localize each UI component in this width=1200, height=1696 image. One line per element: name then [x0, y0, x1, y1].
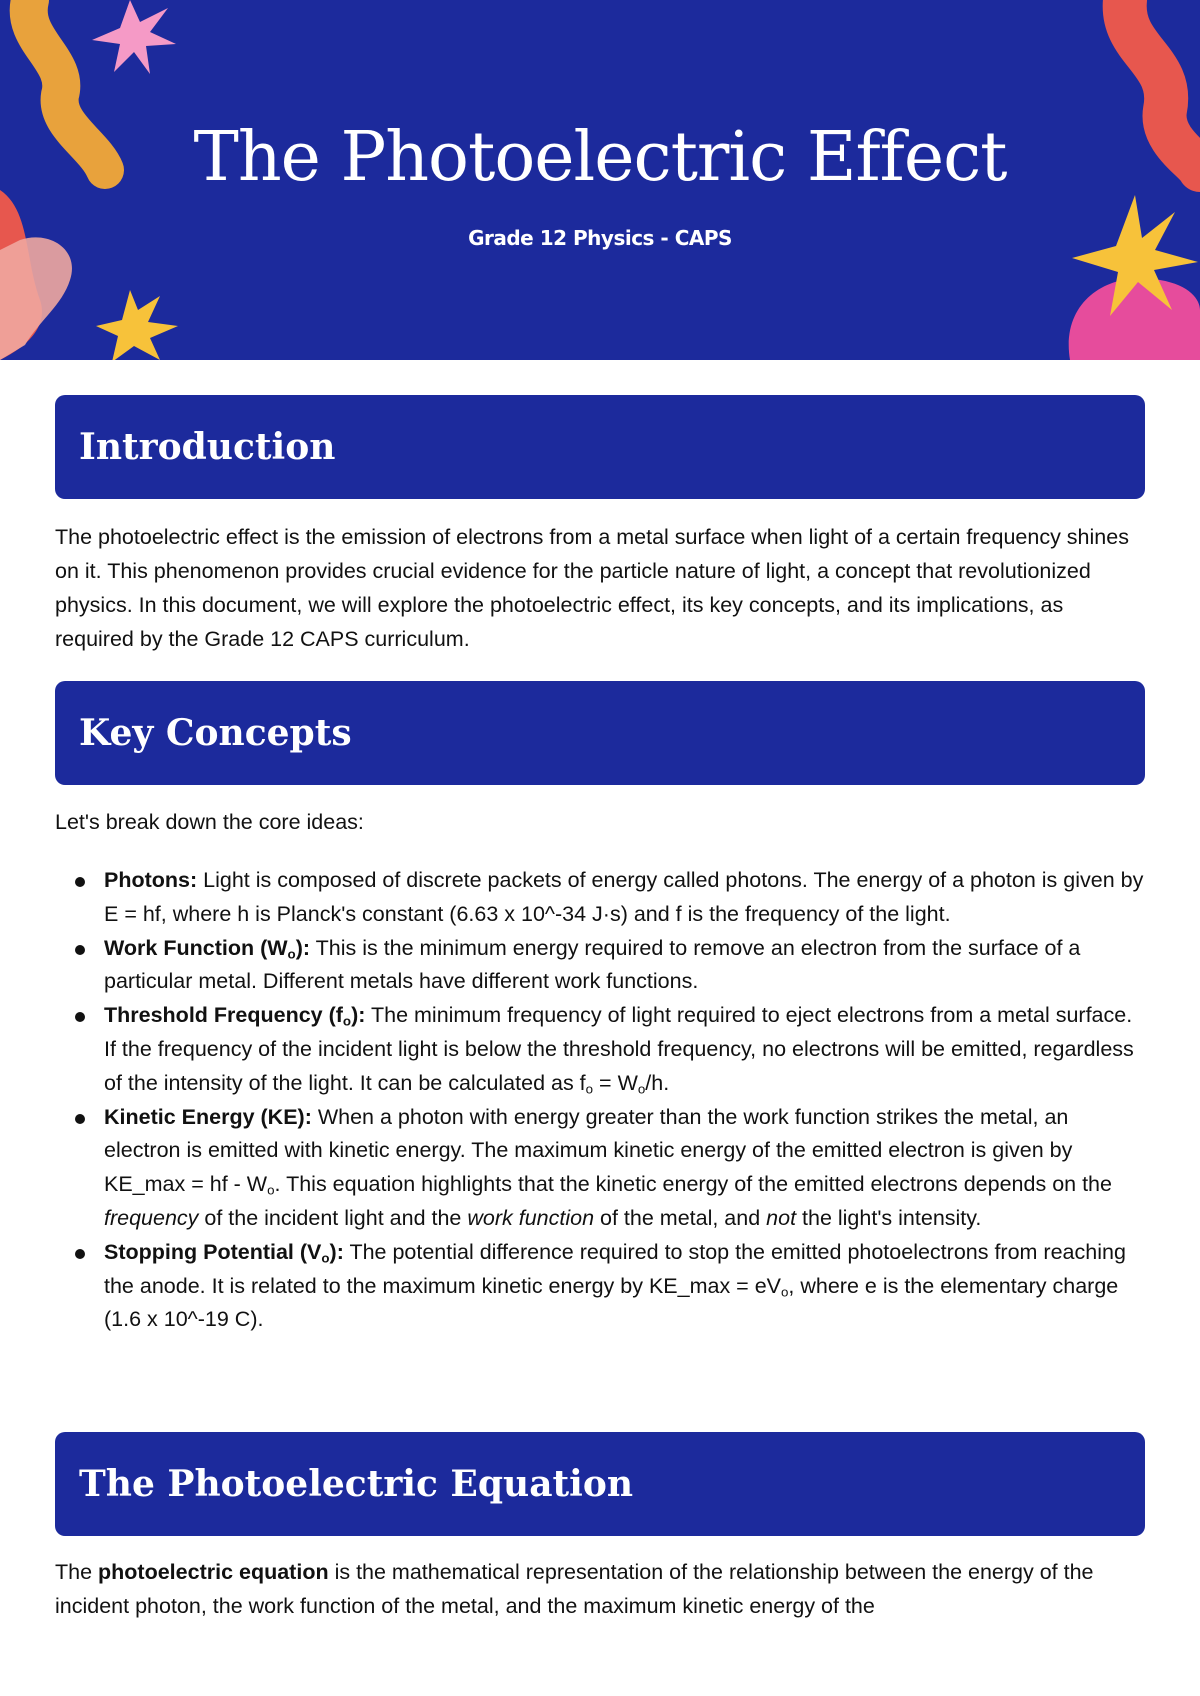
subscript: o [267, 1182, 275, 1198]
section-header-photoelectric-equation [55, 1432, 1145, 1536]
bullet-icon [75, 1249, 85, 1259]
definition-part: The potential difference required to stop the emitted photoelectrons from reaching the anode. It is related to the maximum kinetic energy by KE_max = eV [104, 1239, 1126, 1298]
section-title: Key Concepts [79, 712, 352, 754]
list-item-kinetic-energy [55, 1101, 1145, 1236]
definition: Light is composed of discrete packets of energy called photons. The energy of a photon is given by E = hf, where h is Planck's constant (6.63 x 10^-34 J·s) and f is the frequency of the light. [104, 868, 1144, 926]
definition-part: = W [593, 1070, 638, 1095]
equation-paragraph [55, 1555, 1145, 1623]
subscript: o [781, 1283, 789, 1299]
term-main: Work Function (W [104, 935, 288, 960]
term-end: ): [329, 1239, 344, 1264]
definition-part: The minimum frequency of light required to eject electrons from a metal surface. If the frequency of the incident light is below the threshold frequency, no electrons will be emitted, regardless of the intensity of the light. It can be calculated as f [104, 1003, 1134, 1095]
definition-part: /h. [645, 1070, 670, 1095]
page-title: The Photoelectric Effect [193, 118, 1007, 197]
subscript: o [637, 1081, 646, 1097]
definition-part: When a photon with energy greater than the work function strikes the metal, an electron is emitted with kinetic energy. The maximum kinetic energy of the emitted electron is given by KE_max = hf - W [104, 1104, 1073, 1197]
term-subscript: o [342, 1013, 352, 1029]
definition-part: of the incident light and the [198, 1205, 468, 1230]
definition-part: of the metal, and [594, 1205, 767, 1230]
term-subscript: o [321, 1250, 330, 1266]
bullet-icon [75, 1114, 85, 1124]
term [104, 936, 310, 960]
term [104, 1003, 365, 1027]
bullet-icon [75, 877, 85, 887]
subscript: o [585, 1081, 594, 1097]
term: Kinetic Energy (KE): [104, 1104, 312, 1129]
yellow-star-shape [96, 290, 178, 360]
bullet-icon [75, 945, 85, 955]
list-item-stopping-potential [55, 1236, 1145, 1337]
list-item-work-function [55, 932, 1145, 1000]
pink-blob-shape [0, 237, 72, 360]
section-title: The Photoelectric Equation [79, 1463, 634, 1505]
section-title: Introduction [79, 426, 336, 468]
definition: This is the minimum energy required to remove an electron from the surface of a particular metal. Different metals have different work functions. [104, 935, 1081, 994]
term: Photons: [104, 868, 198, 892]
emphasis: frequency [104, 1205, 199, 1230]
term [104, 1240, 344, 1264]
pink-star-shape [92, 0, 176, 74]
emphasis: not [766, 1205, 797, 1230]
magenta-blob-shape [1069, 278, 1200, 360]
list-item-threshold-frequency [55, 999, 1145, 1100]
key-concepts-lead: Let's break down the core ideas: [55, 810, 364, 834]
paragraph-part: The [55, 1560, 99, 1584]
bold-term: photoelectric equation [98, 1560, 329, 1584]
term-main: Threshold Frequency (f [104, 1003, 343, 1028]
introduction-paragraph: The photoelectric effect is the emission of electrons from a metal surface when light of a certain frequency shines on it. This phenomenon provides crucial evidence for the particle nature of light, a concept that revolutionized physics. In this document, we will explore the photoelectric effect, its key concepts, and its implications, as required by the Grade 12 CAPS curriculum. [55, 525, 1129, 651]
bullet-icon [75, 1012, 85, 1022]
page-subtitle: Grade 12 Physics - CAPS [468, 226, 732, 250]
section-header-introduction [55, 395, 1145, 499]
emphasis: work function [467, 1205, 595, 1230]
paragraph-part: is the mathematical representation of the relationship between the energy of the incident photon, the work function of the metal, and the maximum kinetic energy of the [55, 1560, 1094, 1618]
term-main: Stopping Potential (V [104, 1239, 322, 1264]
term-subscript: o [287, 945, 296, 961]
definition-part: , where e is the elementary charge (1.6 x 10^-19 C). [104, 1273, 1119, 1332]
term-end: ): [351, 1003, 366, 1028]
section-header-key-concepts [55, 681, 1145, 785]
definition-part: . This equation highlights that the kinetic energy of the emitted electrons depends on the [274, 1172, 1112, 1197]
term-end: ): [295, 935, 311, 960]
key-concepts-list [55, 864, 1145, 1337]
list-item-photons [55, 864, 1145, 932]
header-banner [0, 0, 1200, 360]
definition-part: the light's intensity. [796, 1205, 982, 1230]
